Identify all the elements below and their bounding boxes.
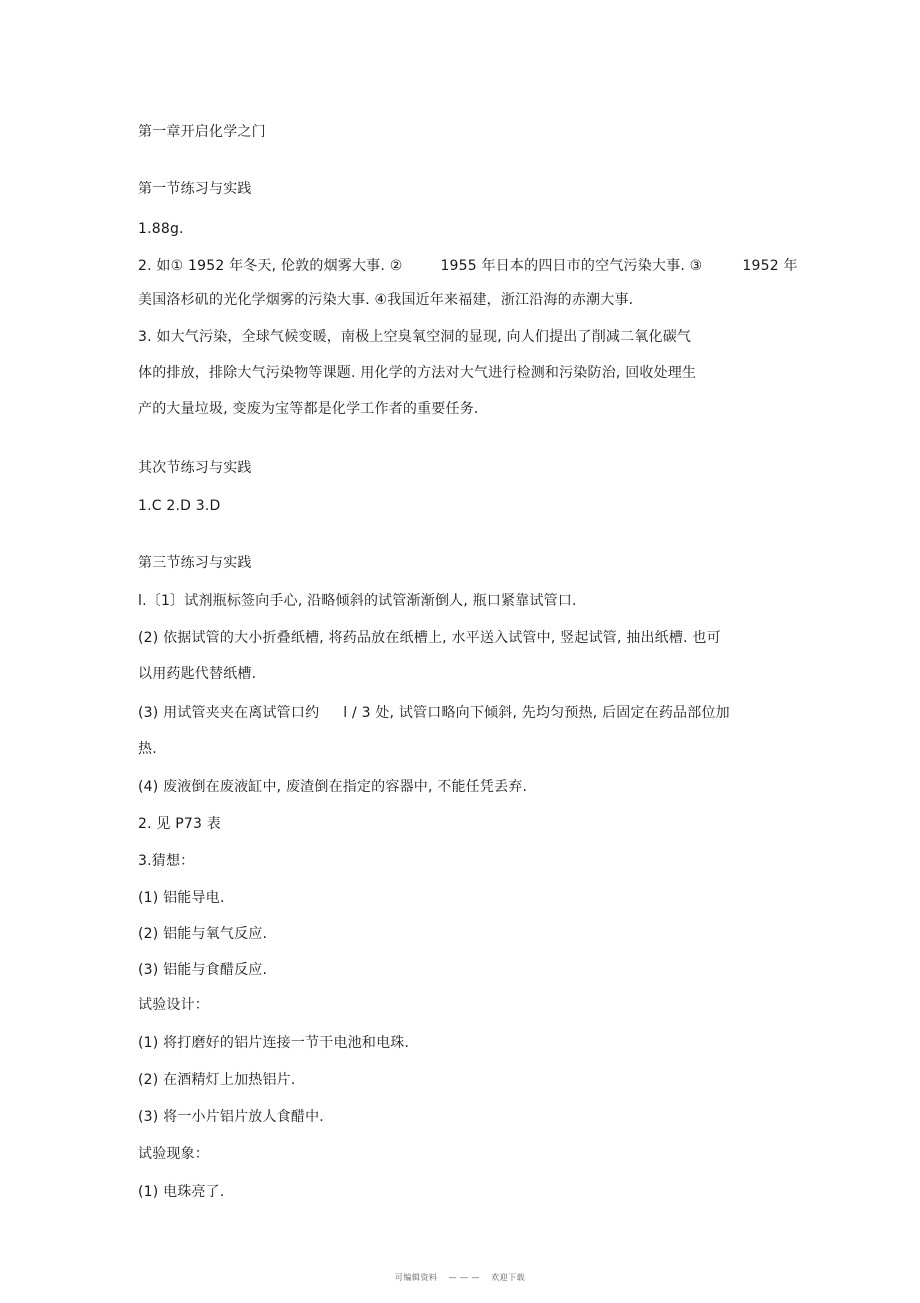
guess-3: (3) 铝能与食醋反应. <box>138 962 268 978</box>
section1-answer-2-line1 <box>138 257 798 275</box>
footer-dashes: — — — <box>448 1273 481 1282</box>
footer-left-text: 可编辑资料 <box>394 1273 438 1282</box>
section3-q3-title: 3.猜想： <box>138 853 195 869</box>
section1-answer-3-line2: 体的排放，排除大气污染物等课题. 用化学的方法对大气进行检测和污染防治, 回收处理生 <box>138 365 697 381</box>
guess-2: (2) 铝能与氧气反应. <box>138 926 268 942</box>
section3-q2: 2. 见 P73 表 <box>138 816 221 832</box>
q1-3-part2: l / 3 处, 试管口略向下倾斜, 先均匀预热, 后固定在药品部位加 <box>343 705 730 721</box>
section1-answer-3-line1: 3. 如大气污染，全球气候变暖，南极上空臭氧空洞的显现, 向人们提出了削减二氧化碳气 <box>138 329 692 345</box>
section2-heading: 其次节练习与实践 <box>138 460 252 476</box>
phenomenon-title: 试验现象： <box>138 1146 209 1162</box>
answer-2-part3: 1952 年 <box>742 258 798 274</box>
section3-q1-2-line2: 以用药匙代替纸槽. <box>138 666 257 682</box>
phenomenon-1: (1) 电珠亮了. <box>138 1184 225 1200</box>
section2-answers: 1.C 2.D 3.D <box>138 498 221 514</box>
chapter-title: 第一章开启化学之门 <box>138 124 266 140</box>
design-2: (2) 在酒精灯上加热铝片. <box>138 1072 296 1088</box>
design-3: (3) 将一小片铝片放人食醋中. <box>138 1109 324 1125</box>
answer-2-part2: 1955 年日本的四日市的空气污染大事. ③ <box>440 258 703 274</box>
section3-q1-4: (4) 废液倒在废液缸中, 废渣倒在指定的容器中, 不能任凭丢弃. <box>138 779 528 795</box>
section3-heading: 第三节练习与实践 <box>138 555 252 571</box>
section3-q1-3-line1 <box>138 704 730 722</box>
section3-q1-1: l.〔1〕试剂瓶标签向手心, 沿略倾斜的试管渐渐倒人, 瓶口紧靠试管口. <box>138 593 577 609</box>
footer-right-text: 欢迎下载 <box>491 1273 526 1282</box>
section1-answer-3-line3: 产的大量垃圾, 变废为宝等都是化学工作者的重要任务. <box>138 401 479 417</box>
design-title: 试验设计： <box>138 997 209 1013</box>
design-1: (1) 将打磨好的铝片连接一节干电池和电珠. <box>138 1035 410 1051</box>
q1-3-part1: (3) 用试管夹夹在离试管口约 <box>138 705 320 721</box>
answer-2-part1: 2. 如① 1952 年冬天, 伦敦的烟雾大事. ② <box>138 258 403 274</box>
section3-q1-2-line1: (2) 依据试管的大小折叠纸槽, 将药品放在纸槽上, 水平送入试管中, 竖起试管, 抽出纸槽. 也可 <box>138 630 721 646</box>
section3-q1-3-line2: 热. <box>138 741 157 757</box>
guess-1: (1) 铝能导电. <box>138 890 225 906</box>
section1-heading: 第一节练习与实践 <box>138 181 252 197</box>
section1-answer-1: 1.88g. <box>138 221 184 237</box>
page-footer <box>0 1272 920 1283</box>
section1-answer-2-line2: 美国洛杉矶的光化学烟雾的污染大事. ④我国近年来福建，浙江沿海的赤潮大事. <box>138 292 634 308</box>
